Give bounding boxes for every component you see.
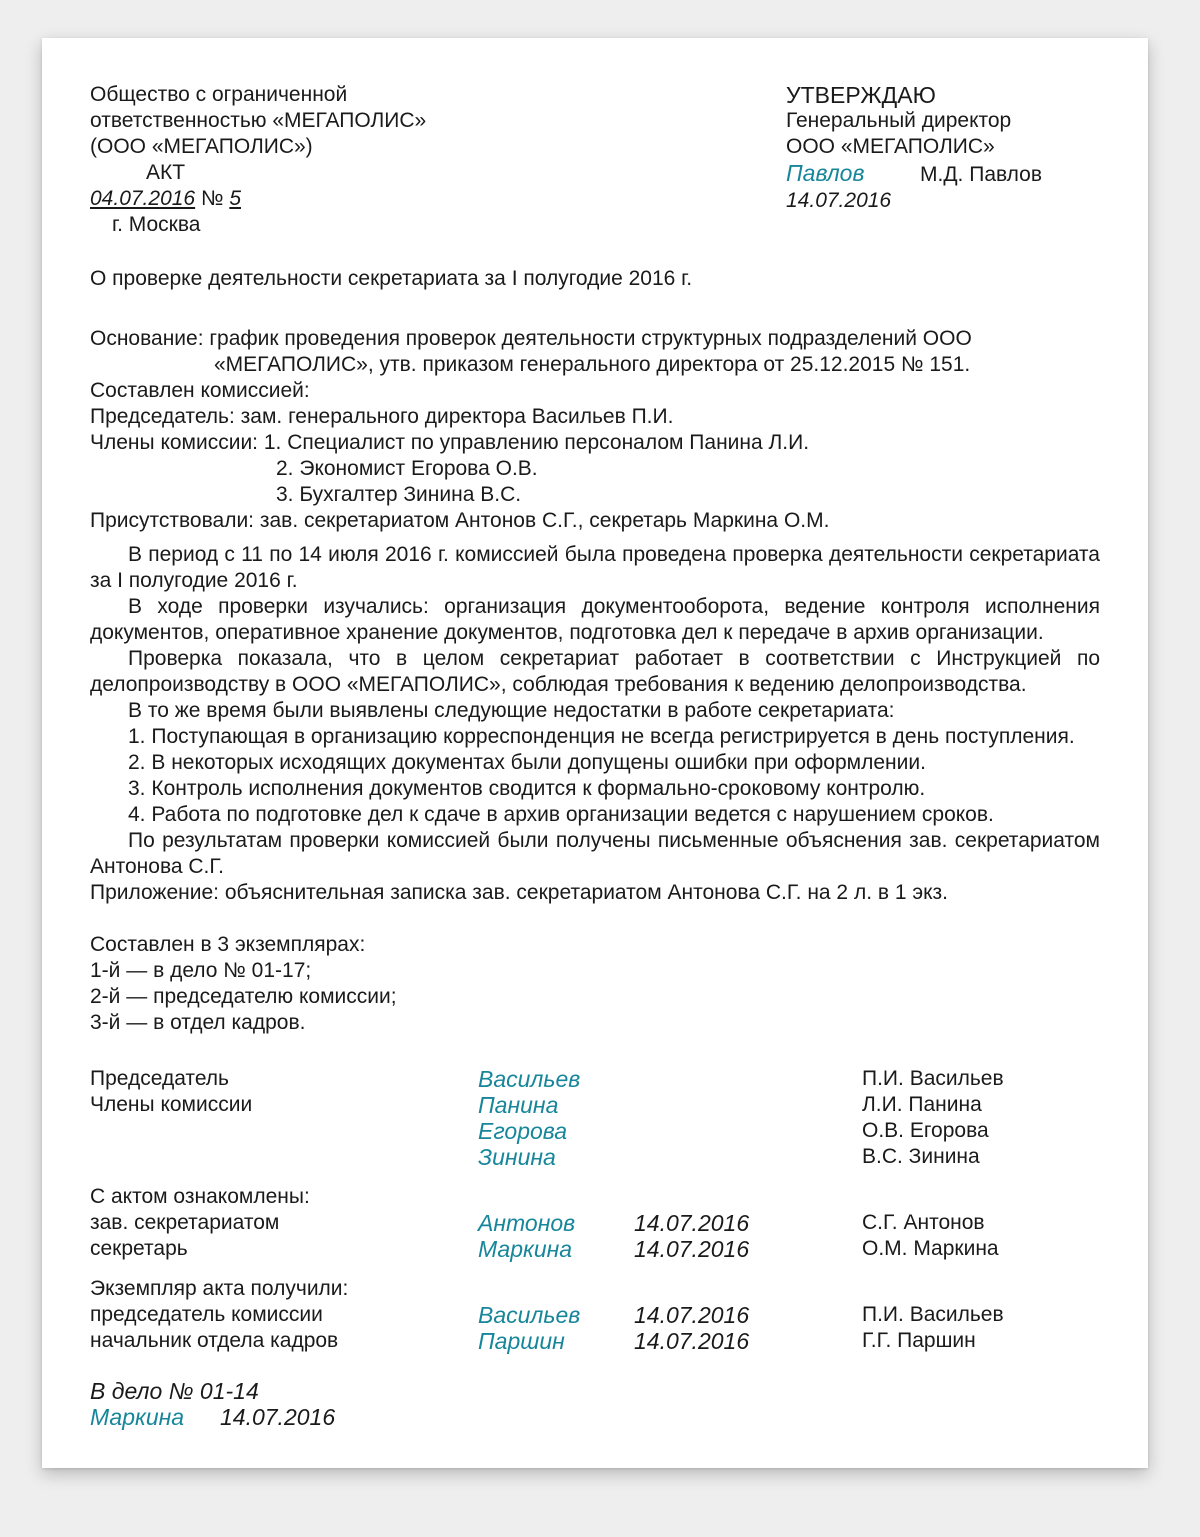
acquainted-title: С актом ознакомлены: (90, 1185, 310, 1208)
received-1-name: П.И. Васильев (862, 1303, 1004, 1326)
copies-title: Составлен в 3 экземплярах: (90, 933, 366, 956)
org-name-line-3: (ООО «МЕГАПОЛИС») (90, 135, 313, 158)
acquainted-1-signature: Антонов (478, 1210, 576, 1236)
document-date: 04.07.2016 (90, 187, 196, 210)
commission-members-1: Члены комиссии: 1. Специалист по управлению персоналом Панина Л.И. (90, 431, 810, 454)
body-paragraph-2: В ходе проверки изучались: организация документооборота, ведение контроля исполнения документов, оперативное хранение документов, подготовка дел к передаче в архив организации. (90, 595, 1100, 644)
received-1-signature: Васильев (478, 1302, 581, 1328)
received-2-signature: Паршин (478, 1328, 565, 1354)
received-signatures (90, 1302, 1100, 1354)
member-1-name: Л.И. Панина (862, 1093, 982, 1116)
org-name-line-1: Общество с ограниченной (90, 83, 348, 106)
date-number (90, 186, 786, 212)
acquainted-signatures (90, 1210, 1100, 1262)
document-type: АКТ (146, 161, 186, 184)
basis-line-1: Основание: график проведения проверок деятельности структурных подразделений ООО (90, 327, 972, 350)
filing-note: В дело № 01-14 (90, 1378, 259, 1404)
filing-signature-row (90, 1404, 1100, 1432)
approval-stamp (786, 82, 1100, 238)
basis-line-2: «МЕГАПОЛИС», утв. приказом генерального директора от 25.12.2015 № 151. (214, 353, 971, 376)
received-1-date: 14.07.2016 (634, 1302, 750, 1328)
member-1-signature: Панина (478, 1092, 559, 1118)
member-2-name: О.В. Егорова (862, 1119, 989, 1142)
chairman-label: Председатель (90, 1067, 229, 1090)
commission-present: Присутствовали: зав. секретариатом Антонов С.Г., секретарь Маркина О.М. (90, 509, 830, 532)
approval-signature-row (786, 160, 1100, 188)
member-2-signature: Егорова (478, 1118, 568, 1144)
chairman-signature: Васильев (478, 1066, 581, 1092)
approval-name: М.Д. Павлов (920, 163, 1042, 186)
acquainted-1-name: С.Г. Антонов (862, 1211, 985, 1234)
document-header (90, 82, 1100, 238)
body-paragraph-1: В период с 11 по 14 июля 2016 г. комиссией была проведена проверка деятельности секретариата за I полугодие 2016 г. (90, 543, 1100, 592)
body-paragraph-3: Проверка показала, что в целом секретариат работает в соответствии с Инструкцией по делопроизводству в ООО «МЕГАПОЛИС», соблюдая требования к ведению делопроизводства. (90, 647, 1100, 696)
copy-2: 2-й — председателю комиссии; (90, 985, 397, 1008)
approval-position: Генеральный директор (786, 109, 1012, 132)
city: г. Москва (112, 213, 201, 236)
acquainted-2-signature: Маркина (478, 1236, 573, 1262)
document-page (42, 38, 1148, 1468)
acquainted-2-name: О.М. Маркина (862, 1237, 999, 1260)
filing-date: 14.07.2016 (220, 1404, 336, 1430)
document-number: 5 (229, 187, 242, 210)
acquainted-2-role: секретарь (90, 1237, 188, 1260)
body-paragraph-5: По результатам проверки комиссией были получены письменные объяснения зав. секретариатом Антонова С.Г. (90, 829, 1100, 878)
received-2-name: Г.Г. Паршин (862, 1329, 976, 1352)
body-paragraph-4: В то же время были выявлены следующие недостатки в работе секретариата: (128, 699, 895, 722)
acquainted-1-date: 14.07.2016 (634, 1210, 750, 1236)
approval-date: 14.07.2016 (786, 189, 892, 212)
copy-3: 3-й — в отдел кадров. (90, 1011, 306, 1034)
commission-members-3: 3. Бухгалтер Зинина В.С. (276, 483, 522, 506)
attachment-note: Приложение: объяснительная записка зав. секретариатом Антонова С.Г. на 2 л. в 1 экз. (90, 881, 948, 904)
commission-chairman: Председатель: зам. генерального директора Васильев П.И. (90, 405, 674, 428)
approval-org: ООО «МЕГАПОЛИС» (786, 135, 995, 158)
act-document (90, 82, 1100, 1432)
received-2-role: начальник отдела кадров (90, 1329, 339, 1352)
received-2-date: 14.07.2016 (634, 1328, 750, 1354)
commission-members-2: 2. Экономист Егорова О.В. (276, 457, 538, 480)
received-1-role: председатель комиссии (90, 1303, 323, 1326)
org-requisites (90, 82, 786, 238)
approval-title: УТВЕРЖДАЮ (786, 82, 936, 108)
deficiency-item-1: 1. Поступающая в организацию корреспонденция не всегда регистрируется в день поступления. (128, 725, 1075, 748)
document-subject: О проверке деятельности секретариата за I полугодие 2016 г. (90, 267, 693, 290)
commission-signatures (90, 1066, 1100, 1170)
copy-1: 1-й — в дело № 01-17; (90, 959, 312, 982)
approval-signature: Павлов (786, 160, 865, 186)
deficiency-item-2: 2. В некоторых исходящих документах были допущены ошибки при оформлении. (128, 751, 926, 774)
org-name-line-2: ответственностью «МЕГАПОЛИС» (90, 109, 427, 132)
acquainted-2-date: 14.07.2016 (634, 1236, 750, 1262)
chairman-name: П.И. Васильев (862, 1067, 1004, 1090)
deficiency-item-3: 3. Контроль исполнения документов сводится к формально-сроковому контролю. (128, 777, 926, 800)
member-3-signature: Зинина (478, 1144, 556, 1170)
number-sign: № (200, 187, 224, 210)
received-title: Экземпляр акта получили: (90, 1277, 349, 1300)
member-3-name: В.С. Зинина (862, 1145, 980, 1168)
filing-signature: Маркина (90, 1404, 185, 1430)
members-label: Члены комиссии (90, 1093, 253, 1116)
commission-composed: Составлен комиссией: (90, 379, 310, 402)
deficiency-item-4: 4. Работа по подготовке дел к сдаче в архив организации ведется с нарушением сроков. (128, 803, 994, 826)
acquainted-1-role: зав. секретариатом (90, 1211, 280, 1234)
